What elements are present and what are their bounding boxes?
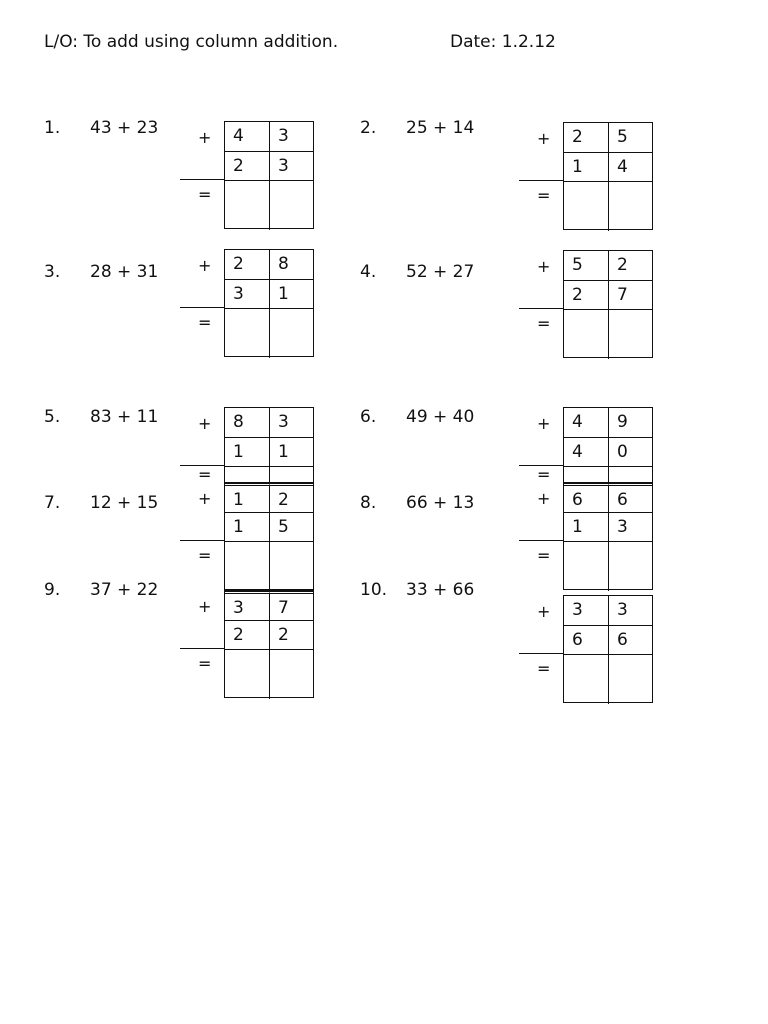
addition-grid <box>224 482 314 590</box>
equals-sign: = <box>537 314 551 333</box>
ones-digit-bottom: 0 <box>608 437 652 466</box>
question-expression: 28 + 31 <box>90 262 159 282</box>
tens-digit-top: 2 <box>233 254 244 274</box>
addition-grid <box>563 482 653 590</box>
question-number: 6. <box>360 407 377 427</box>
question-expression: 33 + 66 <box>406 580 475 600</box>
equals-sign: = <box>537 546 551 565</box>
answer-tens-box[interactable] <box>225 541 269 591</box>
equals-sign: = <box>198 313 212 332</box>
plus-sign: + <box>537 414 551 433</box>
ones-digit-top: 2 <box>269 483 313 512</box>
question-expression: 25 + 14 <box>406 118 475 138</box>
plus-sign: + <box>537 602 551 621</box>
tens-digit-bottom: 2 <box>564 280 608 309</box>
answer-tens-box[interactable] <box>225 649 269 699</box>
answer-ones-box[interactable] <box>269 308 313 358</box>
tens-digit-top: 4 <box>233 126 244 146</box>
question-number: 5. <box>44 407 61 427</box>
sum-line <box>180 648 224 649</box>
plus-sign: + <box>537 257 551 276</box>
addition-grid <box>224 249 314 357</box>
question-number: 2. <box>360 118 377 138</box>
equals-sign: = <box>198 546 212 565</box>
question-number: 7. <box>44 493 61 513</box>
tens-digit-bottom: 3 <box>225 279 269 308</box>
answer-ones-box[interactable] <box>269 649 313 699</box>
sum-line <box>180 307 224 308</box>
ones-digit-top: 6 <box>608 483 652 512</box>
tens-digit-bottom: 1 <box>564 512 608 541</box>
plus-sign: + <box>537 129 551 148</box>
tens-digit-bottom: 2 <box>225 620 269 649</box>
answer-tens-box[interactable] <box>225 308 269 358</box>
ones-digit-bottom: 3 <box>269 151 313 180</box>
question-number: 3. <box>44 262 61 282</box>
ones-digit-bottom: 1 <box>269 279 313 308</box>
tens-digit-bottom: 1 <box>564 152 608 181</box>
answer-tens-box[interactable] <box>564 309 608 359</box>
answer-ones-box[interactable] <box>269 541 313 591</box>
plus-sign: + <box>198 414 212 433</box>
ones-digit-bottom: 3 <box>608 512 652 541</box>
ones-digit-bottom: 5 <box>269 512 313 541</box>
question-expression: 83 + 11 <box>90 407 159 427</box>
ones-digit-top: 2 <box>608 251 652 280</box>
tens-digit-top: 2 <box>572 127 583 147</box>
equals-sign: = <box>198 654 212 673</box>
question-number: 8. <box>360 493 377 513</box>
question-expression: 52 + 27 <box>406 262 475 282</box>
ones-digit-bottom: 6 <box>608 625 652 654</box>
question-expression: 49 + 40 <box>406 407 475 427</box>
tens-digit-bottom: 1 <box>225 512 269 541</box>
equals-sign: = <box>537 659 551 678</box>
question-expression: 12 + 15 <box>90 493 159 513</box>
sum-line <box>519 308 563 309</box>
tens-digit-top: 1 <box>225 483 269 512</box>
tens-digit-bottom: 4 <box>564 437 608 466</box>
tens-digit-top: 3 <box>572 600 583 620</box>
addition-grid <box>563 122 653 230</box>
ones-digit-bottom: 2 <box>269 620 313 649</box>
question-expression: 66 + 13 <box>406 493 475 513</box>
sum-line <box>180 540 224 541</box>
addition-grid <box>563 250 653 358</box>
question-number: 1. <box>44 118 61 138</box>
plus-sign: + <box>198 489 212 508</box>
tens-digit-top: 6 <box>564 483 608 512</box>
answer-tens-box[interactable] <box>564 541 608 591</box>
addition-grid <box>224 121 314 229</box>
ones-digit-top: 7 <box>269 591 313 620</box>
ones-digit-bottom: 4 <box>608 152 652 181</box>
answer-tens-box[interactable] <box>564 654 608 704</box>
answer-tens-box[interactable] <box>225 180 269 230</box>
ones-digit-top: 5 <box>608 123 652 152</box>
question-expression: 37 + 22 <box>90 580 159 600</box>
question-expression: 43 + 23 <box>90 118 159 138</box>
addition-grid <box>563 407 653 483</box>
ones-digit-top: 8 <box>269 250 313 279</box>
sum-line <box>519 653 563 654</box>
sum-line <box>519 540 563 541</box>
answer-ones-box[interactable] <box>608 181 652 231</box>
sum-line <box>180 179 224 180</box>
tens-digit-bottom: 2 <box>225 151 269 180</box>
ones-digit-top: 3 <box>269 408 313 437</box>
answer-ones-box[interactable] <box>608 541 652 591</box>
answer-ones-box[interactable] <box>608 309 652 359</box>
equals-sign: = <box>198 185 212 204</box>
equals-sign: = <box>537 465 551 484</box>
ones-digit-top: 9 <box>608 408 652 437</box>
addition-grid <box>563 595 653 703</box>
question-number: 4. <box>360 262 377 282</box>
learning-objective: L/O: To add using column addition. <box>44 32 339 52</box>
equals-sign: = <box>537 186 551 205</box>
equals-sign: = <box>198 465 212 484</box>
sum-line <box>519 180 563 181</box>
addition-grid <box>224 590 314 698</box>
question-number: 10. <box>360 580 388 600</box>
worksheet-date: Date: 1.2.12 <box>450 32 556 52</box>
answer-ones-box[interactable] <box>608 654 652 704</box>
question-number: 9. <box>44 580 61 600</box>
tens-digit-top: 4 <box>572 412 583 432</box>
ones-digit-top: 3 <box>608 596 652 625</box>
tens-digit-top: 3 <box>225 591 269 620</box>
tens-digit-top: 8 <box>233 412 244 432</box>
ones-digit-bottom: 7 <box>608 280 652 309</box>
answer-ones-box[interactable] <box>269 180 313 230</box>
plus-sign: + <box>537 489 551 508</box>
plus-sign: + <box>198 128 212 147</box>
plus-sign: + <box>198 256 212 275</box>
tens-digit-bottom: 6 <box>564 625 608 654</box>
ones-digit-top: 3 <box>269 122 313 151</box>
plus-sign: + <box>198 597 212 616</box>
tens-digit-top: 5 <box>572 255 583 275</box>
tens-digit-bottom: 1 <box>225 437 269 466</box>
answer-tens-box[interactable] <box>564 181 608 231</box>
ones-digit-bottom: 1 <box>269 437 313 466</box>
addition-grid <box>224 407 314 483</box>
